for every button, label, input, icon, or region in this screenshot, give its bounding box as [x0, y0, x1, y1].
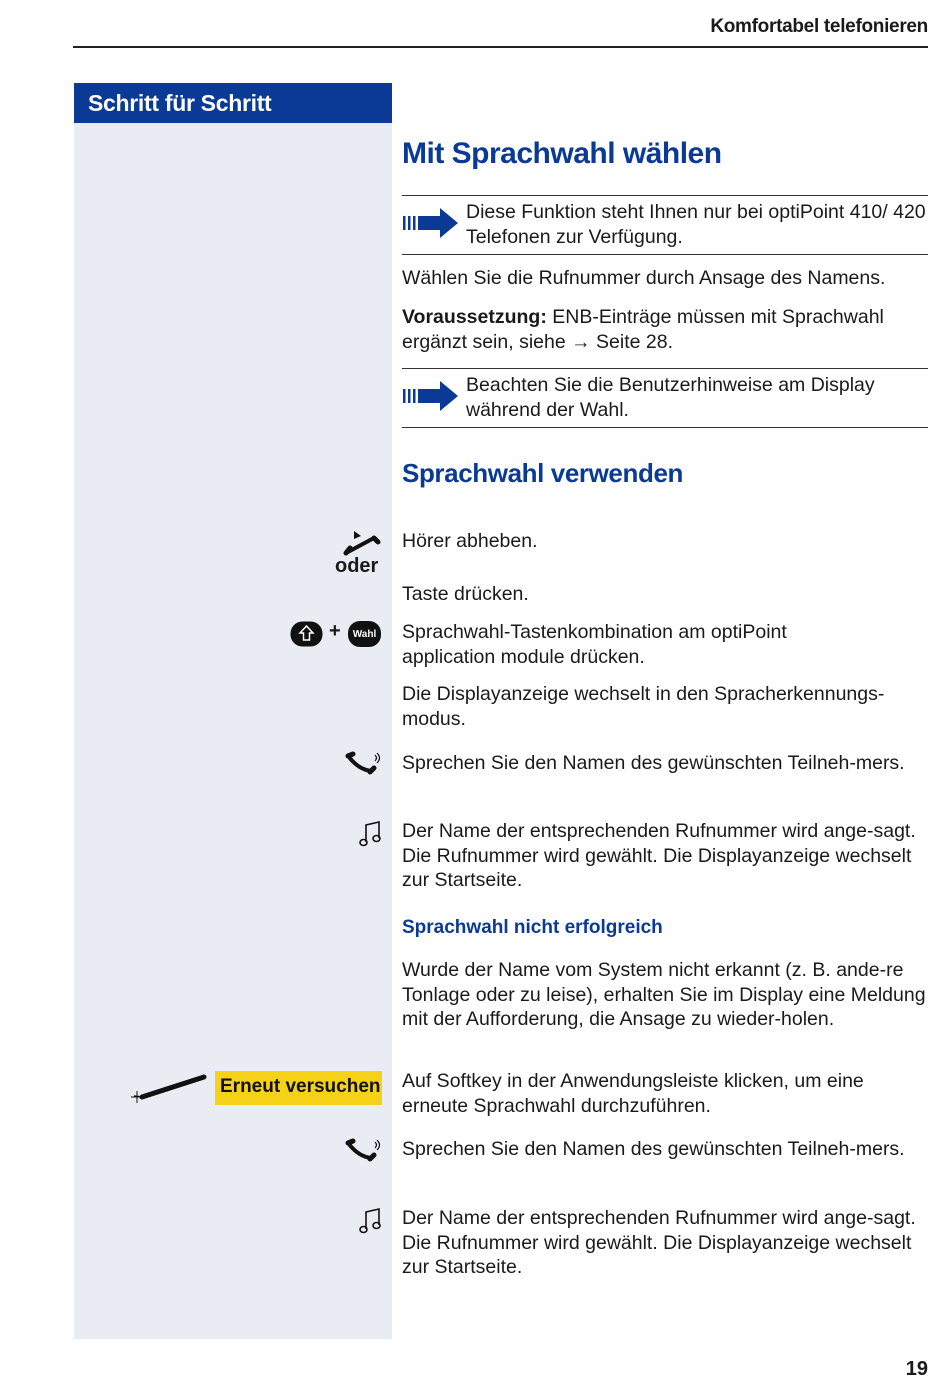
step-text: Auf Softkey in der Anwendungsleiste klicken, um eine erneute Sprachwahl durchzuführen.: [402, 1070, 864, 1117]
prerequisite-label: Voraussetzung:: [402, 306, 547, 328]
page-reference-link[interactable]: Seite 28.: [596, 330, 674, 353]
prerequisite-text: ENB-Einträge müssen mit Sprachwahl ergänzt sein, siehe: [402, 306, 884, 353]
step-text: Wurde der Name vom System nicht erkannt (z. B. ande-re Tonlage oder zu leise), erhalten Sie im Display eine Meldung mit der Aufforderung, die Ansage zu wieder-holen.: [402, 959, 926, 1030]
step-text: Hörer abheben.: [402, 530, 538, 552]
step-text: Sprechen Sie den Namen des gewünschten Teilneh-mers.: [402, 752, 905, 774]
arrow-right-icon: →: [571, 330, 591, 353]
page-number: 19: [905, 1358, 928, 1380]
step-text: Sprechen Sie den Namen des gewünschten Teilneh-mers.: [402, 1138, 905, 1160]
key-plus: +: [329, 620, 341, 642]
wahl-key-label: Wahl: [352, 629, 377, 640]
step-text: Die Displayanzeige wechselt in den Spracherkennungs-modus.: [402, 683, 885, 730]
prerequisite-paragraph: [402, 305, 928, 354]
note-text: Beachten Sie die Benutzerhinweise am Display während der Wahl.: [466, 374, 875, 421]
note-box: [402, 368, 928, 428]
sidebar-title: Schritt für Schritt: [74, 83, 392, 123]
shift-key-icon[interactable]: [290, 621, 323, 647]
section-heading: Sprachwahl verwenden: [402, 458, 683, 488]
note-text: Diese Funktion steht Ihnen nur bei optiPoint 410/ 420 Telefonen zur Verfügung.: [466, 201, 926, 248]
handset-speak-icon: [345, 1138, 383, 1164]
sidebar: [74, 123, 392, 1339]
subsection-heading: Sprachwahl nicht erfolgreich: [402, 917, 663, 938]
step-text: Sprachwahl-Tastenkombination am optiPoint application module drücken.: [402, 621, 787, 668]
step-text: Der Name der entsprechenden Rufnummer wird ange-sagt. Die Rufnummer wird gewählt. Die Displayanzeige wechselt zur Startseite.: [402, 820, 916, 891]
note-arrow-icon: [402, 206, 460, 240]
handset-lift-icon: [342, 528, 382, 558]
music-note-icon: [359, 1207, 383, 1235]
wahl-key-icon[interactable]: [348, 621, 381, 647]
music-note-icon: [359, 820, 383, 848]
header-title: Komfortabel telefonieren: [710, 16, 928, 37]
step-text: Taste drücken.: [402, 583, 529, 605]
page-title: Mit Sprachwahl wählen: [402, 137, 722, 170]
stylus-icon: [130, 1073, 210, 1105]
header-rule: [73, 46, 928, 48]
step-text: Der Name der entsprechenden Rufnummer wird ange-sagt. Die Rufnummer wird gewählt. Die Displayanzeige wechselt zur Startseite.: [402, 1207, 916, 1278]
intro-text: Wählen Sie die Rufnummer durch Ansage des Namens.: [402, 267, 886, 289]
softkey-erneut-versuchen[interactable]: Erneut versuchen: [215, 1071, 382, 1105]
oder-label: oder: [335, 555, 379, 577]
note-box: [402, 195, 928, 255]
handset-speak-icon: [345, 751, 383, 777]
note-arrow-icon: [402, 379, 460, 413]
